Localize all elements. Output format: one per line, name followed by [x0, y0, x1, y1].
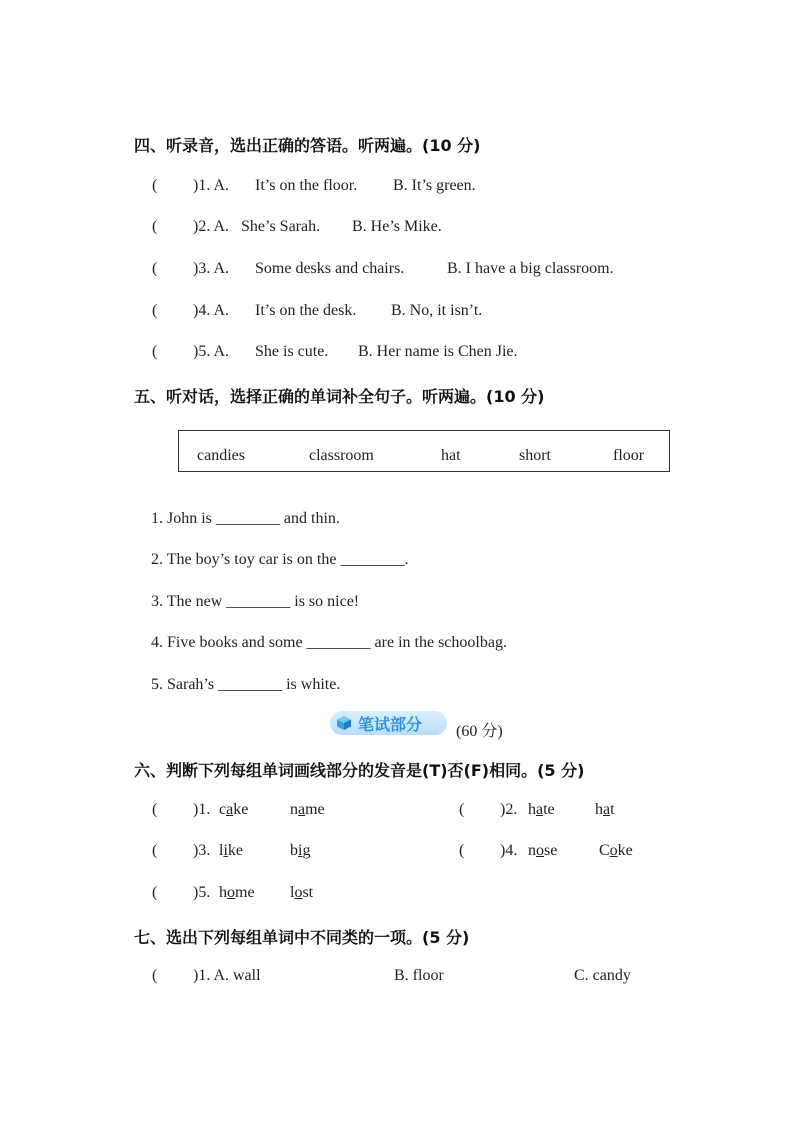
written-part-label: 笔试部分 [358, 715, 423, 734]
word-2: name [290, 801, 325, 818]
section4-heading: 四、听录音，选出正确的答语。听两遍。(10 分) [134, 136, 481, 155]
option-b: B. It’s green. [393, 177, 476, 194]
question-number: )1. [193, 801, 211, 818]
option-a: She is cute. [255, 343, 329, 360]
option-b: B. No, it isn’t. [391, 302, 483, 319]
word-2: hat [595, 801, 615, 818]
question-number: )5. A. [193, 343, 229, 360]
option-a: It’s on the floor. [255, 177, 358, 194]
answer-paren[interactable]: ( [152, 884, 158, 901]
fill-sentence-2[interactable]: 2. The boy’s toy car is on the ________. [151, 551, 409, 568]
question-number: )3. A. [193, 260, 229, 277]
answer-paren[interactable]: ( [152, 801, 158, 818]
word-1: hate [528, 801, 555, 818]
word-1: nose [528, 842, 558, 859]
answer-paren[interactable]: ( [152, 302, 158, 319]
cube-icon [336, 715, 352, 731]
option-b: B. floor [394, 967, 444, 984]
word-bank-item: short [519, 447, 551, 464]
question-number: )4. A. [193, 302, 229, 319]
answer-paren[interactable]: ( [152, 343, 158, 360]
option-a: )1. A. wall [193, 967, 261, 984]
option-b: B. Her name is Chen Jie. [358, 343, 518, 360]
word-bank-item: floor [613, 447, 645, 464]
answer-paren[interactable]: ( [152, 842, 158, 859]
question-number: )2. [500, 801, 518, 818]
option-a: She’s Sarah. [241, 218, 321, 235]
question-number: )2. A. [193, 218, 229, 235]
answer-paren[interactable]: ( [459, 801, 465, 818]
word-bank-item: hat [441, 447, 461, 464]
word-2: big [290, 842, 311, 859]
word-1: like [219, 842, 244, 859]
word-1: home [219, 884, 255, 901]
written-part-score: (60 分) [456, 723, 503, 740]
fill-sentence-3[interactable]: 3. The new ________ is so nice! [151, 593, 360, 610]
word-bank [178, 430, 670, 472]
section5-heading: 五、听对话，选择正确的单词补全句子。听两遍。(10 分) [134, 387, 545, 406]
option-c: C. candy [574, 967, 631, 984]
answer-paren[interactable]: ( [152, 177, 158, 194]
option-a: It’s on the desk. [255, 302, 357, 319]
answer-paren[interactable]: ( [459, 842, 465, 859]
option-b: B. I have a big classroom. [447, 260, 614, 277]
option-b: B. He’s Mike. [352, 218, 442, 235]
question-number: )4. [500, 842, 518, 859]
question-number: )1. A. [193, 177, 229, 194]
answer-paren[interactable]: ( [152, 967, 158, 984]
word-bank-item: candies [197, 447, 245, 464]
fill-sentence-5[interactable]: 5. Sarah’s ________ is white. [151, 676, 341, 693]
answer-paren[interactable]: ( [152, 260, 158, 277]
answer-paren[interactable]: ( [152, 218, 158, 235]
written-part-badge [330, 711, 447, 735]
option-a: Some desks and chairs. [255, 260, 405, 277]
word-2: lost [290, 884, 314, 901]
section6-heading: 六、判断下列每组单词画线部分的发音是(T)否(F)相同。(5 分) [134, 761, 585, 780]
word-1: cake [219, 801, 249, 818]
question-number: )5. [193, 884, 211, 901]
fill-sentence-1[interactable]: 1. John is ________ and thin. [151, 510, 340, 527]
section7-heading: 七、选出下列每组单词中不同类的一项。(5 分) [134, 928, 470, 947]
word-bank-item: classroom [309, 447, 374, 464]
question-number: )3. [193, 842, 211, 859]
word-2: Coke [599, 842, 633, 859]
fill-sentence-4[interactable]: 4. Five books and some ________ are in the schoolbag. [151, 634, 507, 651]
